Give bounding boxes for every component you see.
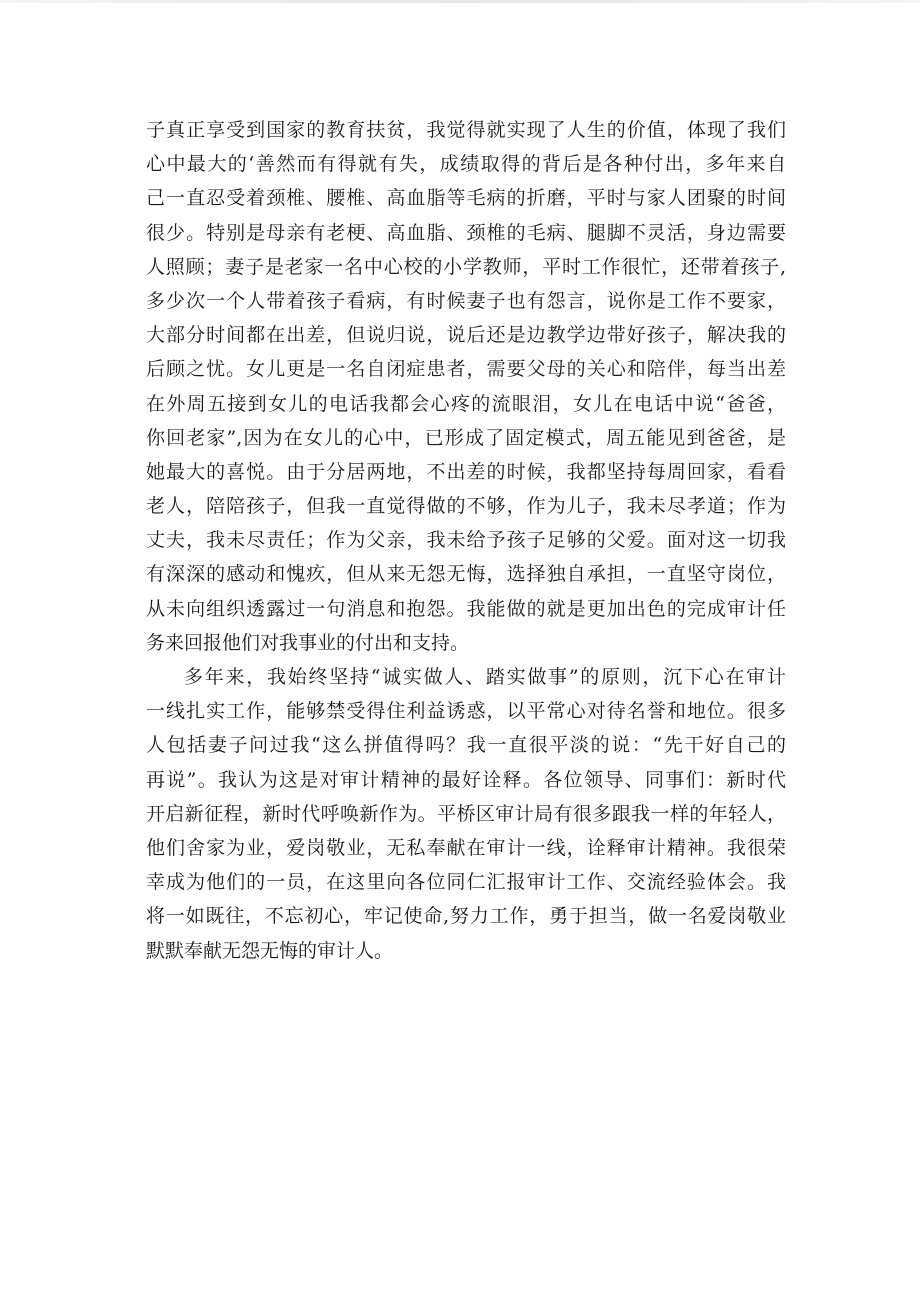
page-top-edge bbox=[0, 0, 920, 3]
text-line: 老人，陪陪孩子，但我一直觉得做的不够，作为儿子，我未尽孝道；作为 bbox=[146, 495, 786, 518]
text-line: 很少。特别是母亲有老梗、高血脂、颈椎的毛病、腿脚不灵活，身边需要 bbox=[146, 221, 786, 244]
text-line: 将一如既往，不忘初心，牢记使命,努力工作，勇于担当，做一名爱岗敬业 bbox=[146, 905, 786, 928]
text-line: 从未向组织透露过一句消息和抱怨。我能做的就是更加出色的完成审计任 bbox=[146, 597, 786, 620]
text-line: 人包括妻子问过我“这么拼值得吗？我一直很平淡的说：“先干好自己的 bbox=[146, 734, 786, 757]
text-line: 她最大的喜悦。由于分居两地，不出差的时候，我都坚持每周回家，看看 bbox=[146, 460, 786, 483]
text-line: 开启新征程，新时代呼唤新作为。平桥区审计局有很多跟我一样的年轻人， bbox=[146, 802, 786, 825]
text-line: 多少次一个人带着孩子看病，有时候妻子也有怨言，说你是工作不要家， bbox=[146, 289, 786, 312]
text-line: 丈夫，我未尽责任；作为父亲，我未给予孩子足够的父爱。面对这一切我 bbox=[146, 529, 786, 552]
text-line: 后顾之忧。女儿更是一名自闭症患者，需要父母的关心和陪伴，每当出差 bbox=[146, 358, 786, 381]
text-line: 大部分时间都在出差，但说归说，说后还是边教学边带好孩子，解决我的 bbox=[146, 324, 786, 347]
text-line: 默默奉献无怨无悔的审计人。 bbox=[146, 939, 394, 962]
text-line: 务来回报他们对我事业的付出和支持。 bbox=[146, 631, 470, 654]
paragraph-1 bbox=[146, 113, 786, 660]
text-line: 人照顾；妻子是老家一名中心校的小学教师，平时工作很忙，还带着孩子, bbox=[146, 255, 786, 278]
text-line: 多年来，我始终坚持“诚实做人、踏实做事”的原则，沉下心在审计 bbox=[184, 666, 786, 688]
text-line: 子真正享受到国家的教育扶贫，我觉得就实现了人生的价值，体现了我们 bbox=[146, 119, 786, 141]
document-body bbox=[146, 113, 786, 968]
text-line: 你回老家”,因为在女儿的心中，已形成了固定模式，周五能见到爸爸，是 bbox=[146, 426, 786, 449]
text-line: 一线扎实工作，能够禁受得住利益诱惑，以平常心对待名誉和地位。很多 bbox=[146, 700, 786, 723]
text-line: 在外周五接到女儿的电话我都会心疼的流眼泪，女儿在电话中说“爸爸， bbox=[146, 392, 786, 415]
paragraph-2 bbox=[146, 660, 786, 968]
text-line: 心中最大的‘善然而有得就有失，成绩取得的背后是各种付出，多年来自 bbox=[146, 153, 786, 176]
text-line: 再说”。我认为这是对审计精神的最好诠释。各位领导、同事们：新时代 bbox=[146, 768, 786, 791]
text-line: 幸成为他们的一员，在这里向各位同仁汇报审计工作、交流经验体会。我 bbox=[146, 871, 786, 894]
text-line: 他们舍家为业，爱岗敬业，无私奉献在审计一线，诠释审计精神。我很荣 bbox=[146, 836, 786, 859]
text-line: 有深深的感动和愧疚，但从来无怨无悔，选择独自承担，一直坚守岗位， bbox=[146, 563, 786, 586]
text-line: 己一直忍受着颈椎、腰椎、高血脂等毛病的折磨，平时与家人团聚的时间 bbox=[146, 187, 786, 210]
